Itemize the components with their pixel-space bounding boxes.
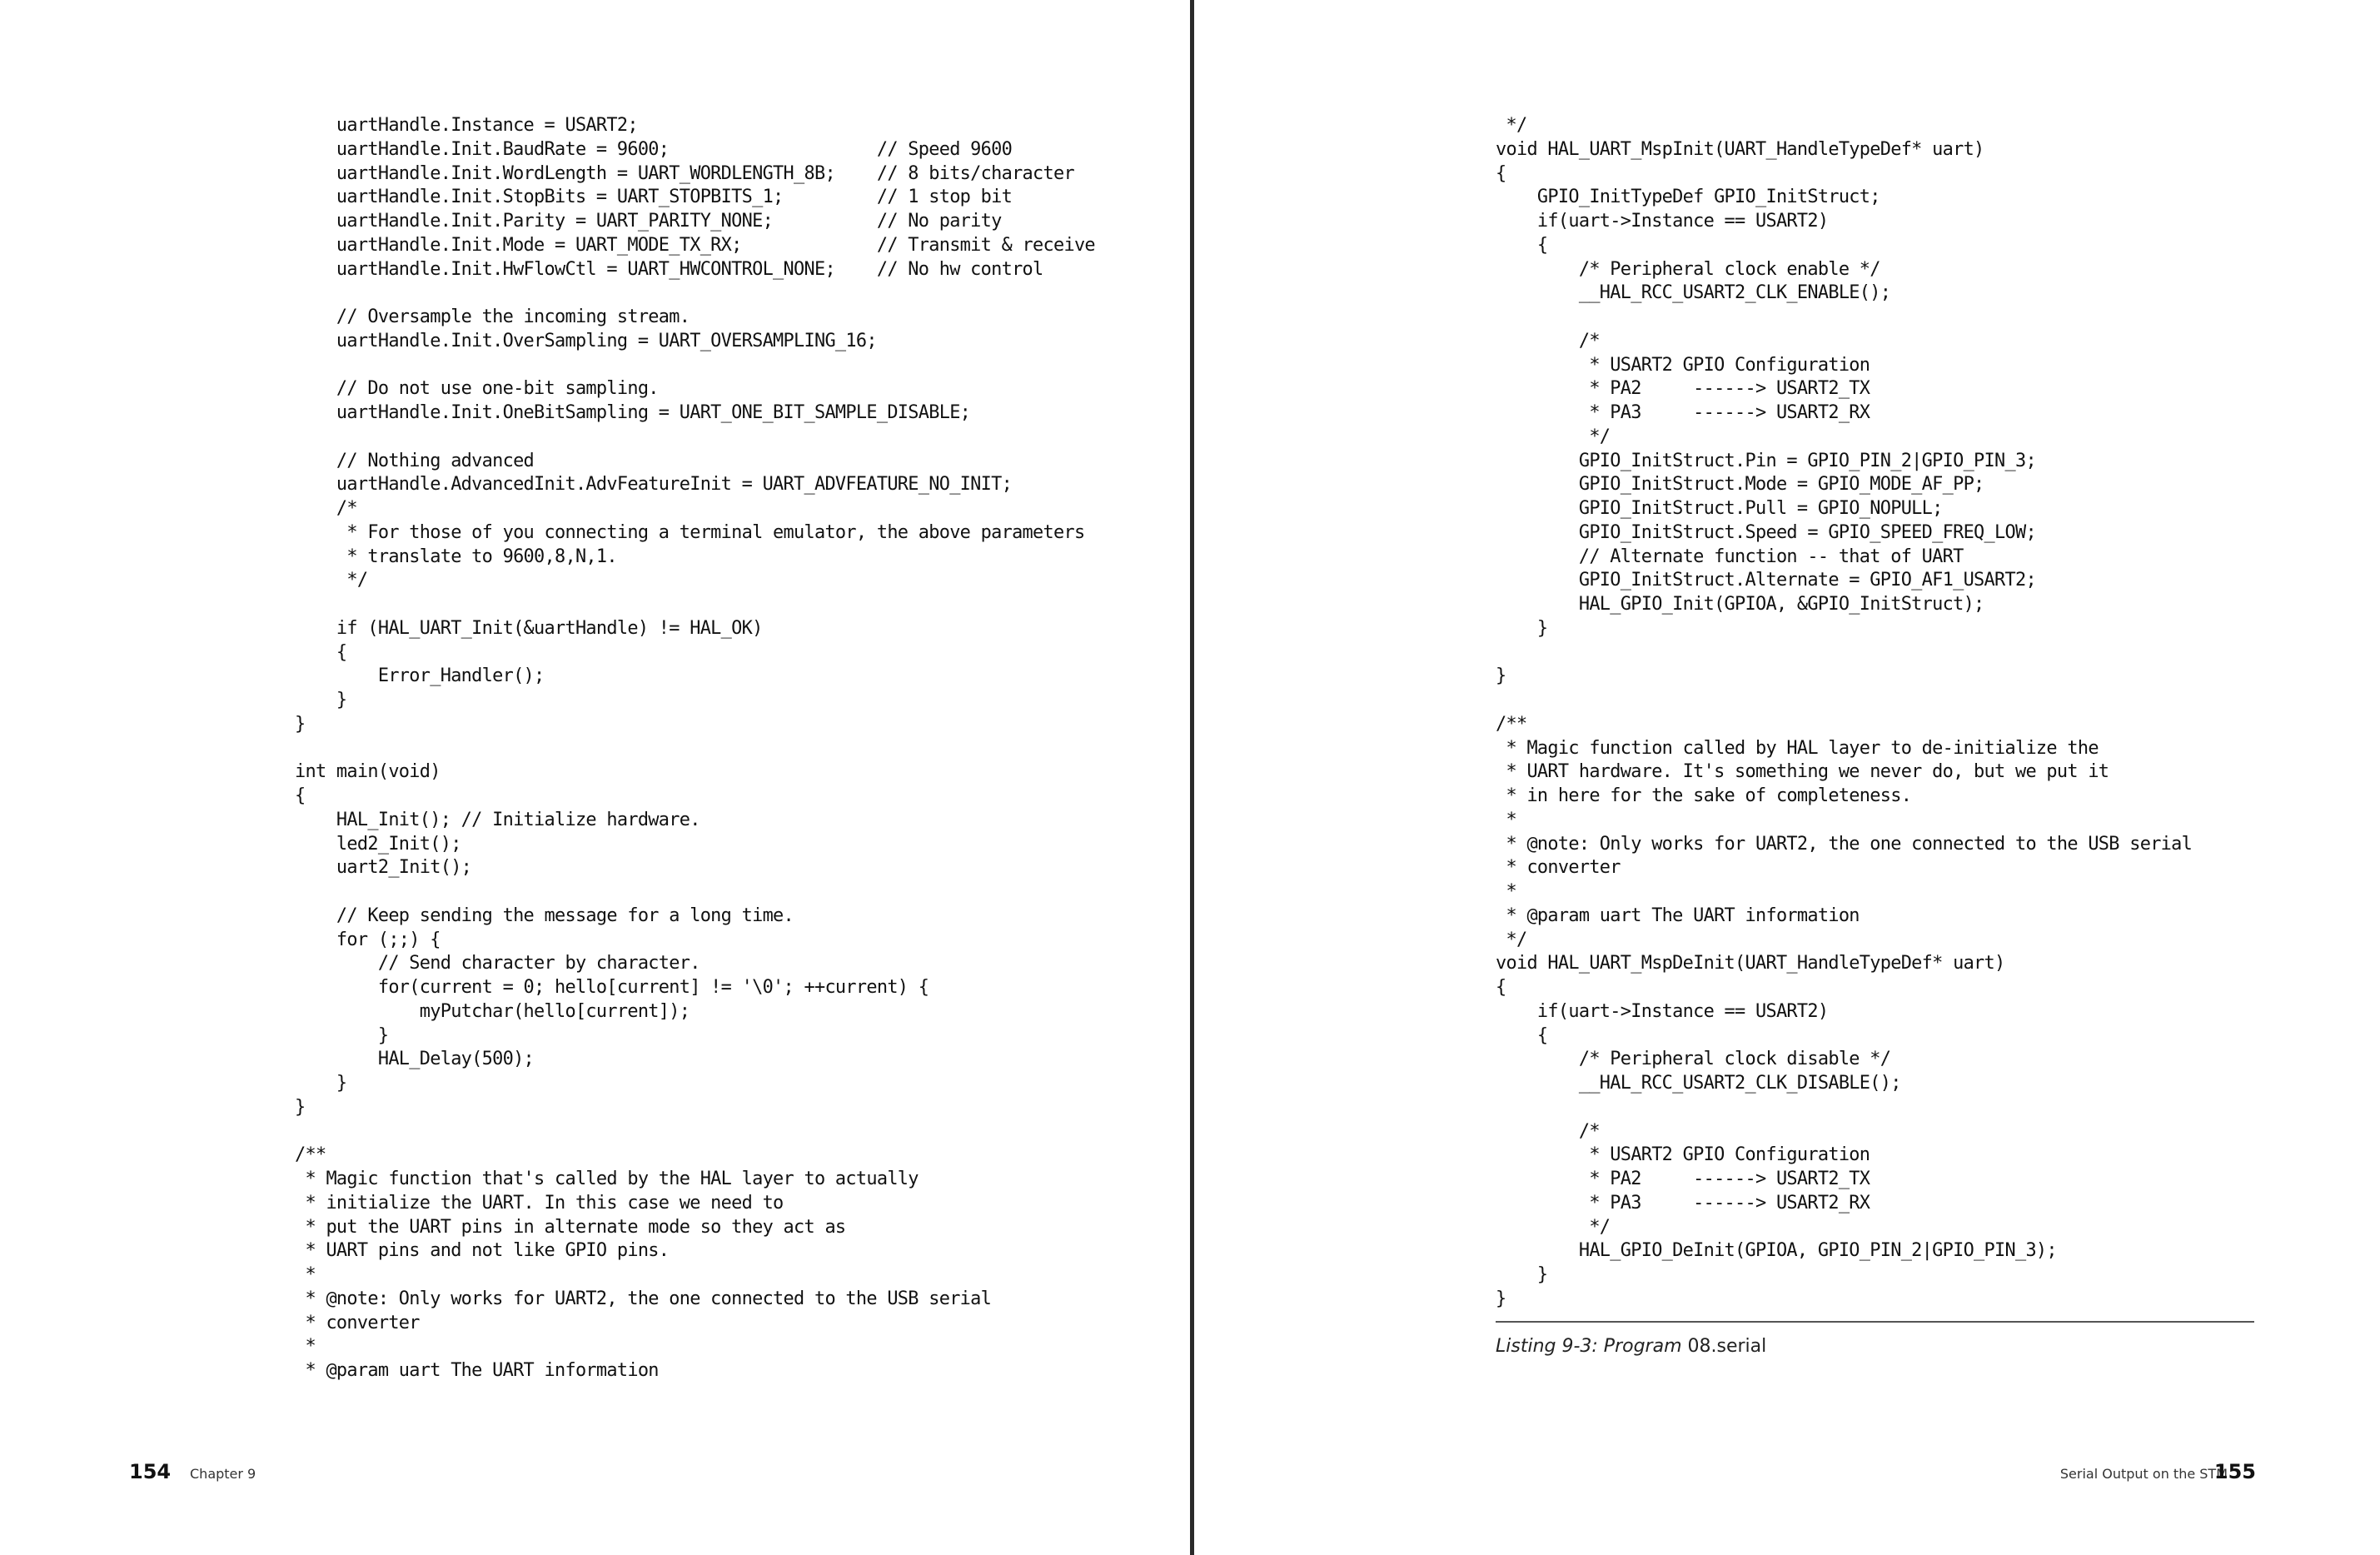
left-code-line: * translate to 9600,8,N,1. bbox=[295, 546, 617, 567]
left-code-line: for(current = 0; hello[current] != '\0'; ++current) { bbox=[295, 977, 929, 998]
right-code-line: } bbox=[1496, 1288, 1506, 1309]
right-code-line: } bbox=[1496, 1264, 1548, 1285]
left-code-line: * bbox=[295, 1336, 316, 1358]
right-code-line: */ bbox=[1496, 1216, 1611, 1238]
right-code-line: /** bbox=[1496, 713, 1527, 735]
chapter-label: Chapter 9 bbox=[190, 1466, 256, 1482]
left-code-line: // Send character by character. bbox=[295, 953, 700, 974]
left-code-line: uartHandle.Init.WordLength = UART_WORDLENGTH_8B; // 8 bits/character bbox=[295, 162, 1074, 184]
left-code-line: /* bbox=[295, 498, 357, 519]
left-code-line: * bbox=[295, 1264, 316, 1285]
right-code-line: * USART2 GPIO Configuration bbox=[1496, 354, 1870, 376]
listing-caption-label: Listing 9-3: Program bbox=[1496, 1336, 1688, 1357]
right-code-line: GPIO_InitStruct.Pin = GPIO_PIN_2|GPIO_PIN_3; bbox=[1496, 450, 2036, 471]
left-code-line: */ bbox=[295, 570, 368, 591]
right-code-line: GPIO_InitStruct.Pull = GPIO_NOPULL; bbox=[1496, 498, 1943, 519]
right-code-line: * in here for the sake of completeness. bbox=[1496, 785, 1912, 806]
right-page bbox=[1199, 0, 2380, 1555]
right-code-line: HAL_GPIO_DeInit(GPIOA, GPIO_PIN_2|GPIO_PIN_3); bbox=[1496, 1240, 2057, 1262]
left-code-line: * UART pins and not like GPIO pins. bbox=[295, 1240, 670, 1262]
book-spine-divider bbox=[1190, 0, 1194, 1555]
left-code-line: // Keep sending the message for a long time. bbox=[295, 905, 794, 926]
right-code-line: __HAL_RCC_USART2_CLK_ENABLE(); bbox=[1496, 282, 1891, 304]
right-code-line: } bbox=[1496, 617, 1548, 639]
right-code-line: // Alternate function -- that of UART bbox=[1496, 546, 1964, 567]
left-code-line: * @param uart The UART information bbox=[295, 1360, 659, 1381]
left-page-number: 154 bbox=[129, 1460, 172, 1483]
right-code-line: void HAL_UART_MspInit(UART_HandleTypeDef* uart) bbox=[1496, 138, 1984, 160]
right-code-line: /* Peripheral clock disable */ bbox=[1496, 1049, 1891, 1070]
right-code-line: GPIO_InitStruct.Speed = GPIO_SPEED_FREQ_LOW; bbox=[1496, 521, 2036, 543]
right-code-line: void HAL_UART_MspDeInit(UART_HandleTypeDef* uart) bbox=[1496, 953, 2005, 974]
right-page-number: 155 bbox=[2213, 1460, 2256, 1483]
left-code-line: uartHandle.Init.OverSampling = UART_OVERSAMPLING_16; bbox=[295, 330, 877, 351]
right-code-line: */ bbox=[1496, 929, 1527, 950]
right-code-line: * UART hardware. It's something we never do, but we put it bbox=[1496, 761, 2109, 783]
left-code-line: * @note: Only works for UART2, the one connected to the USB serial bbox=[295, 1288, 992, 1309]
right-code-line: * PA3 ------> USART2_RX bbox=[1496, 1192, 1870, 1214]
right-code-line: */ bbox=[1496, 426, 1611, 447]
left-code-line: } bbox=[295, 1073, 347, 1094]
left-code-line: uartHandle.Init.Mode = UART_MODE_TX_RX; // Transmit & receive bbox=[295, 234, 1095, 256]
left-code-line: } bbox=[295, 713, 306, 735]
left-code-line: // Oversample the incoming stream. bbox=[295, 307, 690, 327]
right-code-line: * @param uart The UART information bbox=[1496, 905, 1860, 926]
left-code-line: /** bbox=[295, 1144, 326, 1166]
left-code-line: * initialize the UART. In this case we need to bbox=[295, 1192, 784, 1214]
right-code-line: /* Peripheral clock enable */ bbox=[1496, 258, 1880, 280]
left-code-line: led2_Init(); bbox=[295, 833, 461, 855]
right-code-listing bbox=[1496, 114, 2192, 1312]
right-code-line: { bbox=[1496, 1024, 1548, 1046]
right-code-line: * USART2 GPIO Configuration bbox=[1496, 1144, 1870, 1166]
left-code-line: for (;;) { bbox=[295, 929, 441, 950]
left-code-line: HAL_Init(); // Initialize hardware. bbox=[295, 809, 700, 830]
left-code-line: } bbox=[295, 1096, 306, 1118]
right-code-line: * converter bbox=[1496, 857, 1621, 879]
left-code-line: // Nothing advanced bbox=[295, 450, 535, 471]
right-code-line: HAL_GPIO_Init(GPIOA, &GPIO_InitStruct); bbox=[1496, 594, 1984, 615]
right-code-line: } bbox=[1496, 665, 1506, 687]
right-code-line: if(uart->Instance == USART2) bbox=[1496, 211, 1829, 232]
left-code-line: uartHandle.Init.StopBits = UART_STOPBITS_1; // 1 stop bit bbox=[295, 187, 1013, 208]
left-code-line: uart2_Init(); bbox=[295, 857, 472, 879]
left-code-line: * converter bbox=[295, 1312, 420, 1333]
left-code-listing bbox=[295, 114, 1095, 1383]
left-code-line: { bbox=[295, 641, 347, 663]
left-code-line: uartHandle.Init.OneBitSampling = UART_ONE_BIT_SAMPLE_DISABLE; bbox=[295, 402, 971, 423]
running-head: Serial Output on the STM bbox=[2059, 1466, 2228, 1482]
right-code-line: { bbox=[1496, 162, 1506, 184]
left-code-line: { bbox=[295, 785, 306, 806]
left-code-line: if (HAL_UART_Init(&uartHandle) != HAL_OK) bbox=[295, 617, 763, 639]
left-code-line: uartHandle.Instance = USART2; bbox=[295, 115, 638, 136]
right-code-line: * PA2 ------> USART2_TX bbox=[1496, 1169, 1870, 1189]
left-code-line: uartHandle.Init.BaudRate = 9600; // Speed 9600 bbox=[295, 138, 1013, 160]
left-code-line: uartHandle.Init.Parity = UART_PARITY_NONE; // No parity bbox=[295, 211, 1002, 232]
left-code-line: HAL_Delay(500); bbox=[295, 1049, 535, 1070]
right-code-line: * Magic function called by HAL layer to de-initialize the bbox=[1496, 737, 2099, 759]
right-code-line: if(uart->Instance == USART2) bbox=[1496, 1000, 1829, 1022]
left-code-line: * Magic function that's called by the HAL layer to actually bbox=[295, 1169, 919, 1189]
left-code-line: uartHandle.AdvancedInit.AdvFeatureInit = UART_ADVFEATURE_NO_INIT; bbox=[295, 474, 1013, 496]
left-code-line: * For those of you connecting a terminal emulator, the above parameters bbox=[295, 521, 1085, 543]
right-code-line: * bbox=[1496, 881, 1516, 902]
left-code-line: * put the UART pins in alternate mode so they act as bbox=[295, 1216, 846, 1238]
right-code-line: * PA3 ------> USART2_RX bbox=[1496, 402, 1870, 423]
left-code-line: myPutchar(hello[current]); bbox=[295, 1000, 690, 1022]
listing-caption-program: 08.serial bbox=[1687, 1336, 1767, 1357]
right-code-line: * @note: Only works for UART2, the one connected to the USB serial bbox=[1496, 833, 2193, 855]
left-code-line: int main(void) bbox=[295, 761, 441, 783]
left-code-line: Error_Handler(); bbox=[295, 665, 545, 687]
left-code-line: // Do not use one-bit sampling. bbox=[295, 378, 659, 400]
listing-caption bbox=[1496, 1336, 1766, 1357]
right-code-line: * PA2 ------> USART2_TX bbox=[1496, 378, 1870, 400]
right-code-line: GPIO_InitTypeDef GPIO_InitStruct; bbox=[1496, 187, 1880, 208]
right-code-line: { bbox=[1496, 234, 1548, 256]
right-code-line: /* bbox=[1496, 330, 1600, 351]
right-code-line: * bbox=[1496, 809, 1516, 830]
listing-rule bbox=[1496, 1321, 2254, 1323]
right-code-line: GPIO_InitStruct.Mode = GPIO_MODE_AF_PP; bbox=[1496, 474, 1984, 496]
right-code-line: /* bbox=[1496, 1120, 1600, 1142]
right-code-line: */ bbox=[1496, 115, 1527, 136]
left-code-line: } bbox=[295, 690, 347, 710]
left-code-line: } bbox=[295, 1024, 389, 1046]
left-code-line: uartHandle.Init.HwFlowCtl = UART_HWCONTROL_NONE; // No hw control bbox=[295, 258, 1043, 280]
right-code-line: __HAL_RCC_USART2_CLK_DISABLE(); bbox=[1496, 1073, 1901, 1094]
right-code-line: { bbox=[1496, 977, 1506, 998]
right-code-line: GPIO_InitStruct.Alternate = GPIO_AF1_USART2; bbox=[1496, 570, 2036, 591]
